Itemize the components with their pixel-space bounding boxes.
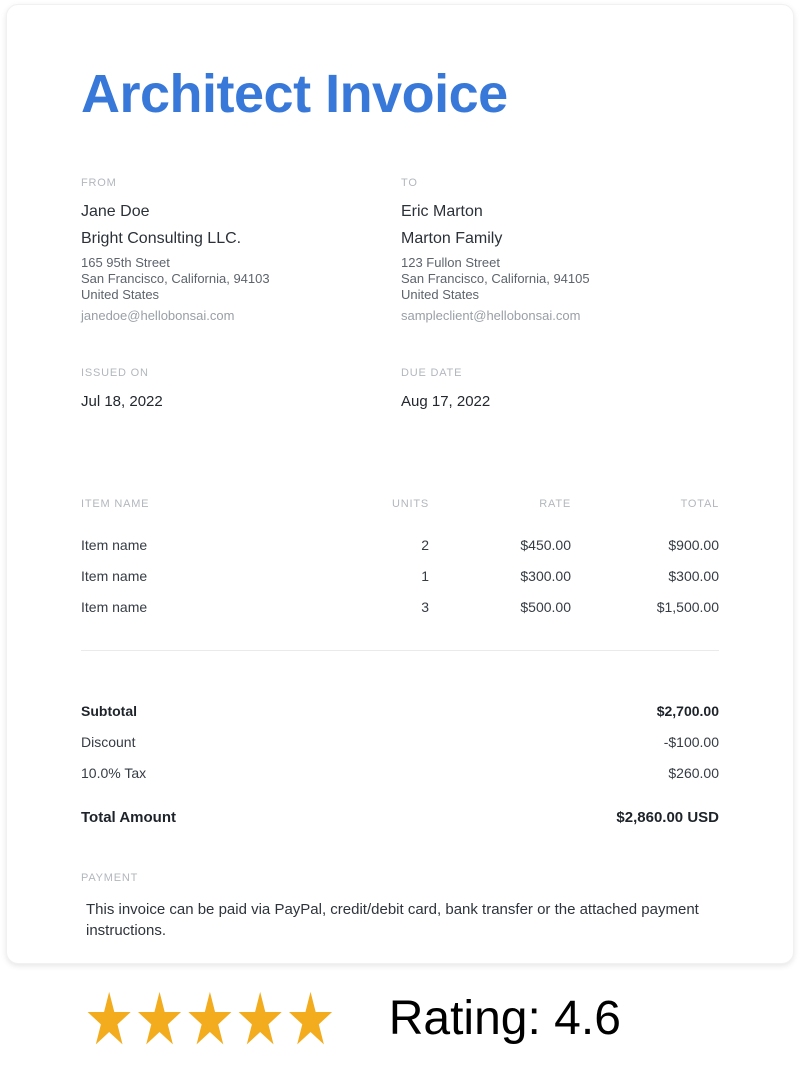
items-table-body — [81, 529, 719, 622]
item-units-cell: 2 — [421, 537, 429, 553]
item-units-cell: 1 — [421, 568, 429, 584]
due-date-block — [401, 367, 721, 410]
item-rate-cell: $500.00 — [520, 599, 571, 615]
items-header-item-name: ITEM NAME — [81, 498, 150, 510]
rating-footer — [0, 964, 800, 1074]
page-title: Architect Invoice — [81, 64, 508, 124]
to-email: sampleclient@hellobonsai.com — [401, 308, 581, 323]
star-icon: ★ — [235, 977, 286, 1061]
table-divider — [81, 650, 719, 651]
to-name: Eric Marton — [401, 203, 483, 220]
table-row — [81, 560, 719, 591]
from-name: Jane Doe — [81, 203, 150, 220]
due-date-label: DUE DATE — [401, 367, 463, 379]
discount-label: Discount — [81, 733, 136, 750]
to-label: TO — [401, 177, 418, 189]
to-company: Marton Family — [401, 230, 503, 247]
discount-row — [81, 726, 719, 757]
dates-section — [81, 367, 719, 410]
star-icon: ★ — [184, 977, 236, 1061]
to-address-line3: United States — [401, 287, 480, 302]
from-address-line2: San Francisco, California, 94103 — [81, 271, 270, 286]
items-table-header — [81, 498, 719, 529]
star-icon: ★ — [134, 977, 185, 1061]
subtotal-value: $2,700.00 — [656, 702, 719, 719]
issued-on-label: ISSUED ON — [81, 367, 149, 379]
tax-value: $260.00 — [668, 764, 719, 781]
to-section — [401, 177, 721, 323]
from-email: janedoe@hellobonsai.com — [81, 308, 235, 323]
parties-section — [81, 177, 719, 323]
item-name-cell: Item name — [81, 568, 148, 584]
subtotal-label: Subtotal — [81, 702, 137, 719]
tax-row — [81, 757, 719, 788]
due-date-value: Aug 17, 2022 — [401, 393, 491, 410]
to-address-line2: San Francisco, California, 94105 — [401, 271, 590, 286]
from-section — [81, 177, 401, 323]
from-address-line3: United States — [81, 287, 160, 302]
issued-on-value: Jul 18, 2022 — [81, 393, 163, 410]
total-amount-row — [81, 801, 719, 833]
item-total-cell: $300.00 — [668, 568, 719, 584]
to-address — [401, 255, 721, 303]
from-address-line1: 165 95th Street — [81, 255, 170, 270]
to-address-line1: 123 Fullon Street — [401, 255, 501, 270]
star-icon: ★ — [285, 977, 336, 1061]
item-rate-cell: $300.00 — [520, 568, 571, 584]
issued-on-block — [81, 367, 401, 410]
item-total-cell: $900.00 — [668, 537, 719, 553]
from-company: Bright Consulting LLC. — [81, 230, 242, 247]
items-table — [81, 498, 719, 622]
discount-value: -$100.00 — [663, 733, 719, 750]
table-row — [81, 591, 719, 622]
table-row — [81, 529, 719, 560]
total-amount-label: Total Amount — [81, 808, 176, 826]
item-total-cell: $1,500.00 — [656, 599, 719, 615]
item-rate-cell: $450.00 — [520, 537, 571, 553]
item-units-cell: 3 — [421, 599, 429, 615]
item-name-cell: Item name — [81, 537, 148, 553]
from-address — [81, 255, 401, 303]
items-header-units: UNITS — [392, 498, 429, 510]
invoice-card — [6, 4, 794, 964]
rating-stars — [84, 977, 336, 1061]
star-icon: ★ — [84, 977, 135, 1061]
item-name-cell: Item name — [81, 599, 148, 615]
payment-text: This invoice can be paid via PayPal, credit/debit card, bank transfer or the attached payment instructions. — [86, 901, 699, 939]
from-label: FROM — [81, 177, 117, 189]
summary-section — [81, 695, 719, 833]
tax-label: 10.0% Tax — [81, 764, 147, 781]
total-amount-value: $2,860.00 USD — [616, 808, 719, 826]
rating-text: Rating: 4.6 — [388, 992, 621, 1045]
payment-section — [81, 872, 719, 941]
items-header-total: TOTAL — [680, 498, 719, 510]
payment-label: PAYMENT — [81, 872, 139, 884]
items-header-rate: RATE — [539, 498, 571, 510]
subtotal-row — [81, 695, 719, 726]
